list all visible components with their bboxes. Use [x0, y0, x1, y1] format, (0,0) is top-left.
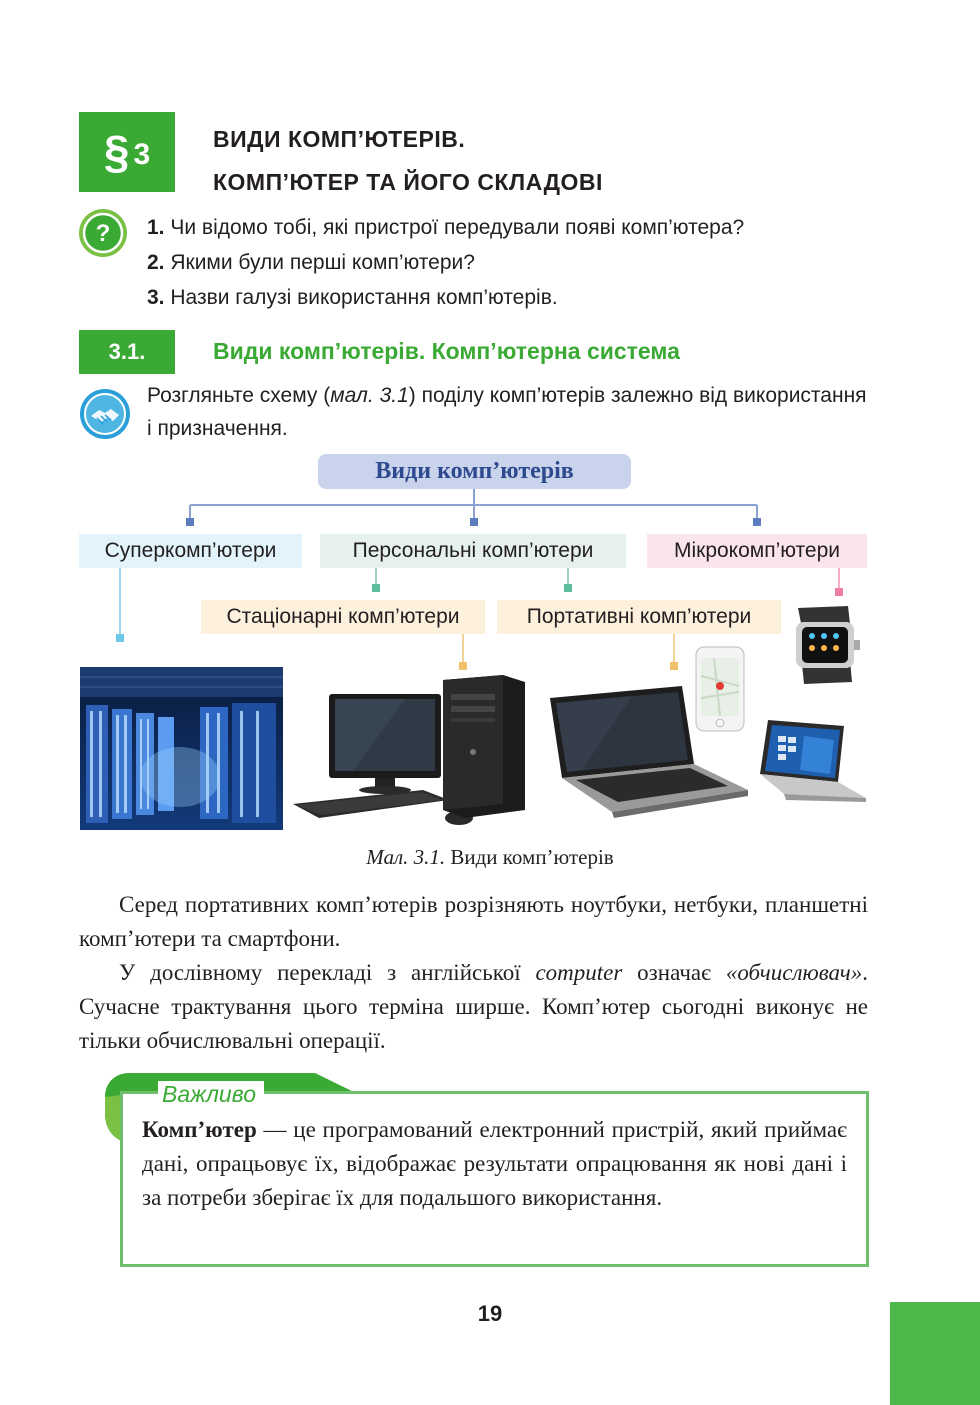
category-personal-computers: Персональні комп’ютери: [320, 534, 626, 568]
supercomputer-image: [80, 667, 283, 830]
smartwatch-image: [792, 604, 864, 686]
figure-reference: мал. 3.1: [330, 384, 409, 407]
chapter-title-line1: ВИДИ КОМП’ЮТЕРІВ.: [213, 126, 466, 152]
section-intro: Розгляньте схему (мал. 3.1) поділу комп’ютерів залежно від використання і призначення.: [147, 384, 867, 440]
paragraph-number: 3: [133, 138, 151, 171]
figure-caption: Мал. 3.1. Види комп’ютерів: [366, 845, 614, 869]
question-item: 3. Назви галузі використання комп’ютерів.: [147, 286, 558, 309]
question-icon: [78, 208, 128, 258]
chapter-title-line2: КОМП’ЮТЕР ТА ЙОГО СКЛАДОВІ: [213, 169, 603, 195]
desktop-computer-image: [293, 672, 533, 830]
definition-term: Комп’ютер: [142, 1117, 257, 1142]
chapter-title: [213, 118, 603, 204]
paragraph-1: Серед портативних комп’ютерів розрізняють ноутбуки, нетбуки, планшетні комп’ютери та смартфони.: [79, 892, 868, 951]
diagram-title: Види комп’ютерів: [318, 454, 631, 489]
paragraph-2: У дослівному перекладі з англійської computer означає «обчислювач». Сучасне трактування цього терміна ширше. Комп’ютер сьогодні виконує не тільки обчислювальні операції.: [79, 960, 868, 1053]
category-stationary-computers: Стаціонарні комп’ютери: [201, 600, 485, 634]
important-label: Важливо: [158, 1081, 264, 1108]
question-item: 2. Якими були перші комп’ютери?: [147, 251, 475, 274]
category-supercomputers: Суперкомп’ютери: [79, 534, 302, 568]
corner-tab: [890, 1302, 980, 1405]
tablet-image: [748, 716, 868, 812]
question-list: [147, 210, 744, 315]
section-title: Види комп’ютерів. Комп’ютерна система: [213, 338, 680, 364]
svg-text:?: ?: [95, 220, 111, 247]
page-number: 19: [477, 1301, 503, 1326]
handshake-icon: [79, 388, 131, 440]
category-portable-computers: Портативні комп’ютери: [497, 600, 781, 634]
section-number-badge: 3.1.: [79, 330, 175, 374]
important-definition: Комп’ютер — це програмований електронний пристрій, який приймає дані, опрацьовує їх, відображає результати опрацювання як нові дані і за потреби зберігає їх для подальшого використання.: [142, 1117, 847, 1210]
paragraph-symbol: §: [103, 126, 130, 178]
question-item: 1. Чи відомо тобі, які пристрої передували появі комп’ютера?: [147, 216, 745, 239]
paragraph-badge: [79, 112, 175, 192]
smartphone-image: [694, 646, 746, 732]
caption-label: Мал. 3.1.: [366, 845, 446, 869]
category-microcomputers: Мікрокомп’ютери: [647, 534, 867, 568]
body-text: [79, 888, 868, 1058]
